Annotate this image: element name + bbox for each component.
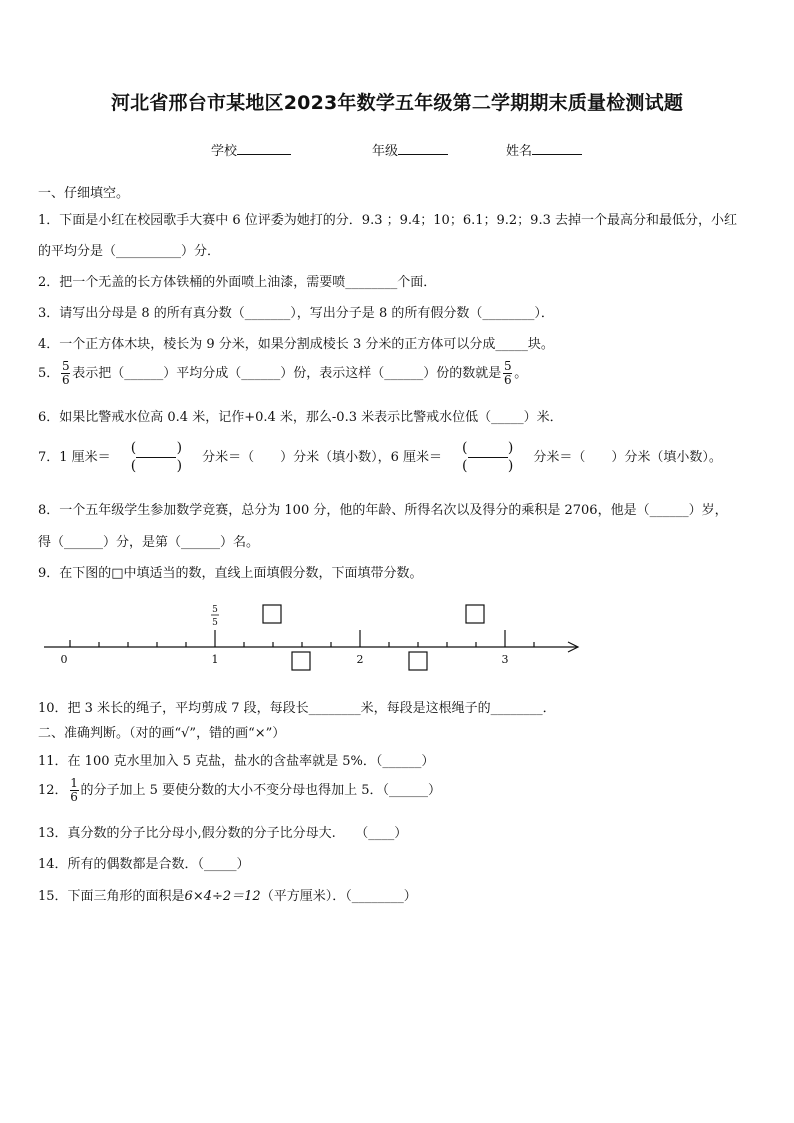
label-1: 1 [211,653,219,666]
number-line-arrow [568,642,578,652]
q5-text: 表示把（______）平均分成（______）份，表示这样（______）份的数就是 [72,366,502,381]
q6: 6．如果比警戒水位高 0.4 米，记作+0.4 米，那么-0.3 米表示比警戒水位低（_____）米． [38,410,563,425]
q5-fraction: $\frac{5}{6}$ [61,359,70,387]
q5: 5． $\frac{5}{6}$ 表示把（______）平均分成（______）份，表示这样（______）份的数就是 $\frac{5}{6}$ 。 [38,359,528,387]
name-field[interactable] [506,140,582,159]
name-label: 姓名 [506,144,533,159]
q9-text: 9．在下图的□中填适当的数，直线上面填假分数，下面填带分数。 [38,566,423,581]
q15: 15．下面三角形的面积是6×4÷2＝12（平方厘米）．（________） [38,889,417,904]
q14: 14．所有的偶数都是合数．（_____） [38,857,250,872]
q1-line1: 1．下面是小红在校园歌手大赛中 6 位评委为她打的分．9.3 ；9.4；10；6.1；9.2；9.3 去掉一个最高分和最低分，小红 [38,213,737,228]
school-label: 学校 [211,144,238,159]
grade-blank[interactable] [398,142,448,155]
q12-text: 的分子加上 5 要使分数的大小不变分母也得加上 5．（______） [80,783,441,798]
answer-box-below-1 [292,652,310,670]
answer-box-below-2 [409,652,427,670]
q7: 7．1 厘米＝ ( ) ( ) 分米＝（ ）分米（填小数），6 厘米＝ ( ) ( ) 分米＝（ ）分米（填小数）。 [38,440,722,474]
section2-heading: 二、准确判断。（对的画“√”，错的画“×”） [38,726,286,741]
answer-box-above-1 [263,605,281,623]
q13: 13．真分数的分子比分母小,假分数的分子比分母大. （____） [38,826,408,841]
q4: 4．一个正方体木块，棱长为 9 分米，如果分割成棱长 3 分米的正方体可以分成_____块。 [38,337,554,352]
answer-box-above-2 [466,605,484,623]
q12-fraction: $\frac{1}{6}$ [70,776,78,804]
grade-field[interactable] [372,140,448,159]
q5-fraction-end: $\frac{5}{6}$ [503,359,512,387]
school-blank[interactable] [237,142,291,155]
q8-line1: 8．一个五年级学生参加数学竞赛，总分为 100 分，他的年龄、所得名次以及得分的乘积是 2706，他是（______）岁， [38,503,728,518]
q7-fraction-1[interactable]: ( ) ( ) [130,440,201,474]
q12-number: 12． [38,783,68,798]
q11: 11．在 100 克水里加入 5 克盐，盐水的含盐率就是 5%．（______） [38,754,435,769]
q10: 10．把 3 米长的绳子，平均剪成 7 段，每段长________米，每段是这根绳子的________． [38,701,556,716]
q12 [38,777,441,804]
section1-heading: 一、仔细填空。 [38,186,130,201]
label-0: 0 [60,653,68,666]
q3: 3．请写出分母是 8 的所有真分数（_______），写出分子是 8 的所有假分数（________）． [38,306,554,321]
grade-label: 年级 [372,144,399,159]
q8-line2: 得（______）分，是第（______）名。 [38,535,260,550]
school-field[interactable] [211,140,291,159]
q1-line2: 的平均分是（__________）分． [38,244,221,259]
name-blank[interactable] [532,142,582,155]
q2: 2．把一个无盖的长方体铁桶的外面喷上油漆，需要喷________个面． [38,275,437,290]
frac-5-5-den: 5 [212,618,218,628]
page-title: 河北省邢台市某地区2023年数学五年级第二学期期末质量检测试题 [110,92,684,114]
label-2: 2 [356,653,364,666]
q15-expression: 6×4÷2＝12 [184,889,261,904]
q5-number: 5． [38,366,60,381]
label-3: 3 [501,653,509,666]
q7-fraction-2[interactable]: ( ) ( ) [461,440,532,474]
frac-5-5-num: 5 [212,605,218,615]
